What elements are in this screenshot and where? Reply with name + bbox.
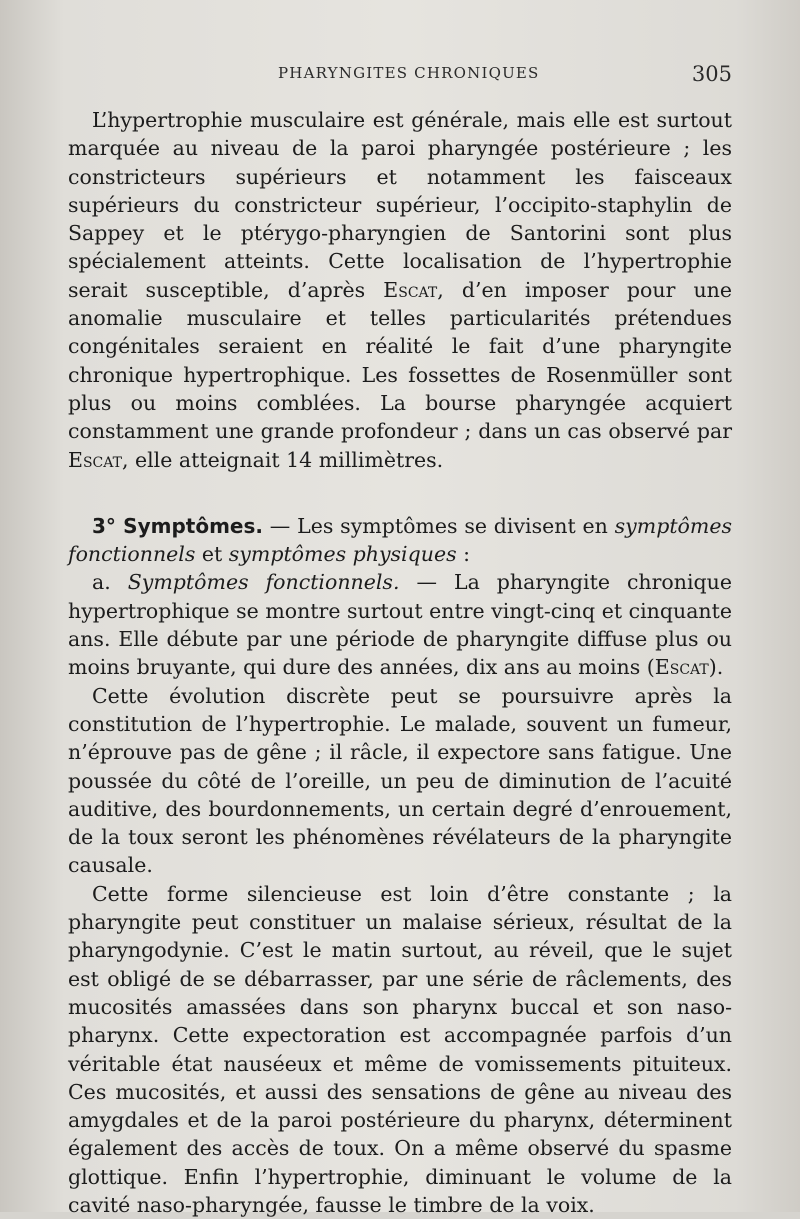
text-run: — La pharyngite chronique hypertrophique se montre surtout entre vingt-cinq et cinquante ans. Elle débute par une période de pharyngite diffuse plus ou moins bruyante, qui dure des années, dix ans au moins ( [68,570,732,680]
subsection-heading: Symptômes fonctionnels. [127,570,400,595]
emphasis: symptômes physiques [228,542,457,567]
text-run: — Les symptômes se divisent en [262,513,615,538]
section-heading: 3° Symptômes. [92,513,263,538]
paragraph-evolution: Cette évolution discrète peut se poursuivre après la constitution de l’hypertrophie. Le malade, souvent un fumeur, n’éprouve pas de gêne ; il râcle, il expectore sans fatigue. Une poussée du côté de l’oreille, un peu de diminution de l’acuité auditive, des bourdonnements, un certain degré d’enrouement, de la toux seront les phénomènes révélateurs de la pharyngite causale. [68,683,732,878]
paragraph-symptomes-fonctionnels [68,568,732,681]
paragraph-forme-silencieuse: Cette forme silencieuse est loin d’être constante ; la pharyngite peut constituer un malaise sérieux, résultat de la pharyngodynie. C’est le matin surtout, au réveil, que le sujet est obligé de se débarrasser, par une série de râclements, des mucosités amassées dans son pharynx buccal et son naso-pharynx. Cette expectoration est accompagnée parfois d’un véritable état nauséeux et même de vomissements pituiteux. Ces mucosités, et aussi des sensations de gêne au niveau des amygdales et de la paroi postérieure du pharynx, déterminent également des accès de toux. On a même observé du spasme glottique. Enfin l’hypertrophie, diminuant le volume de la cavité naso-pharyngée, fausse le timbre de la voix. [68,881,732,1217]
running-title: PHARYNGITES CHRONIQUES [278,64,540,82]
author-name: Escat [654,655,709,680]
text-run: L’hypertrophie musculaire est générale, mais elle est surtout marquée au niveau de la paroi pharyngée postérieure ; les constricteurs supérieurs et notamment les faisceaux supérieurs du constricteur supérieur, l’occipito-staphylin de Sappey et le ptérygo-pharyngien de Santorini sont plus spécialement atteints. Cette localisation de l’hypertrophie serait susceptible, d’après [68,108,732,302]
page-number: 305 [691,62,732,86]
text-run: : [456,542,471,567]
author-name: Escat [68,447,122,472]
paragraph-hypertrophie [68,106,732,474]
paragraph-symptomes [68,512,732,569]
text-run: ). [708,655,724,680]
text-run: , d’en imposer pour une anomalie musculaire et telles particularités prétendues congénitales seraient en réalité le fait d’une pharyngite chronique hypertrophique. Les fossettes de Rosenmüller sont plus ou moins comblées. La bourse pharyngée acquiert constamment une grande profondeur ; dans un cas observé par [68,277,732,444]
author-name: Escat [383,277,438,302]
text-run: , elle atteignait 14 millimètres. [121,447,444,472]
section-gap [68,474,732,512]
text-run: a. [92,570,128,595]
text-run: et [195,542,229,567]
emphasis: symptômes fonctionnels [68,513,732,567]
body-text [68,106,732,1219]
page-header [68,62,732,92]
